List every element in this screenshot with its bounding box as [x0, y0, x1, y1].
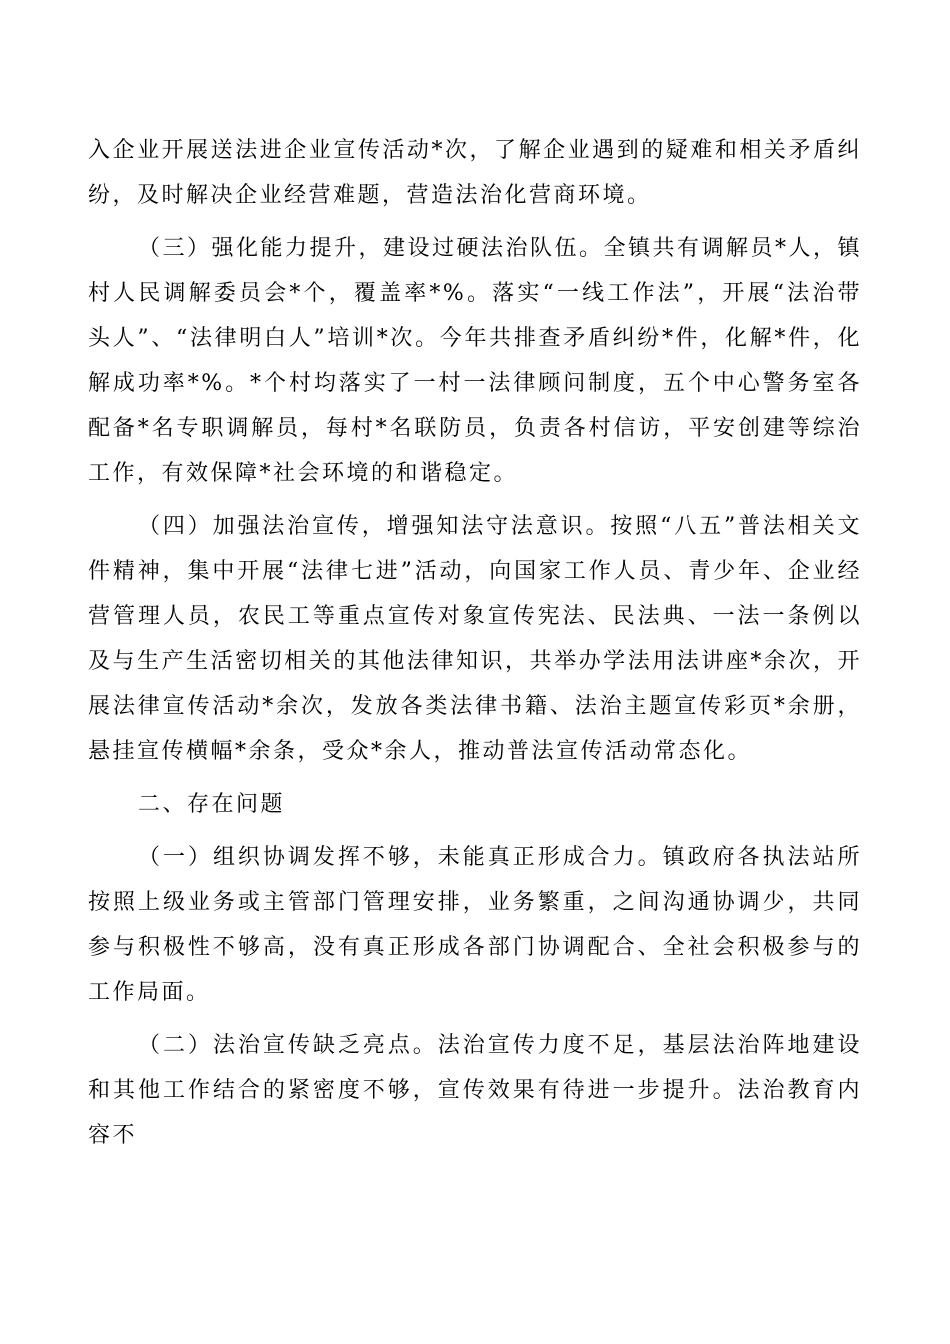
section-heading-problems: 二、存在问题 [138, 792, 286, 817]
paragraph-problem-1: （一）组织协调发挥不够，未能真正形成合力。镇政府各执法站所按照上级业务或主管部门管理安排，业务繁重，之间沟通协调少，共同参与积极性不够高，没有真正形成各部门协调配合、全社会积极参与的工作局面。 [88, 845, 862, 1005]
paragraph-section-3: （三）强化能力提升，建设过硬法治队伍。全镇共有调解员*人，镇村人民调解委员会*个，覆盖率*%。落实“一线工作法”，开展“法治带头人”、“法律明白人”培训*次。今年共排查矛盾纠纷*件，化解*件，化解成功率*%。*个村均落实了一村一法律顾问制度，五个中心警务室各配备*名专职调解员，每村*名联防员，负责各村信访，平安创建等综治工作，有效保障*社会环境的和谐稳定。 [88, 236, 863, 486]
paragraph-section-4: （四）加强法治宣传，增强知法守法意识。按照“八五”普法相关文件精神，集中开展“法律七进”活动，向国家工作人员、青少年、企业经营管理人员，农民工等重点宣传对象宣传宪法、民法典、一法一条例以及与生产生活密切相关的其他法律知识，共举办学法用法讲座*余次，开展法律宣传活动*余次，发放各类法律书籍、法治主题宣传彩页*余册，悬挂宣传横幅*余条，受众*余人，推动普法宣传活动常态化。 [88, 514, 862, 764]
paragraph-problem-2: （二）法治宣传缺乏亮点。法治宣传力度不足，基层法治阵地建设和其他工作结合的紧密度不够，宣传效果有待进一步提升。法治教育内容不 [88, 1033, 862, 1148]
paragraph-continuation: 入企业开展送法进企业宣传活动*次，了解企业遇到的疑难和相关矛盾纠纷，及时解决企业经营难题，营造法治化营商环境。 [88, 138, 862, 208]
document-body [88, 128, 862, 1166]
